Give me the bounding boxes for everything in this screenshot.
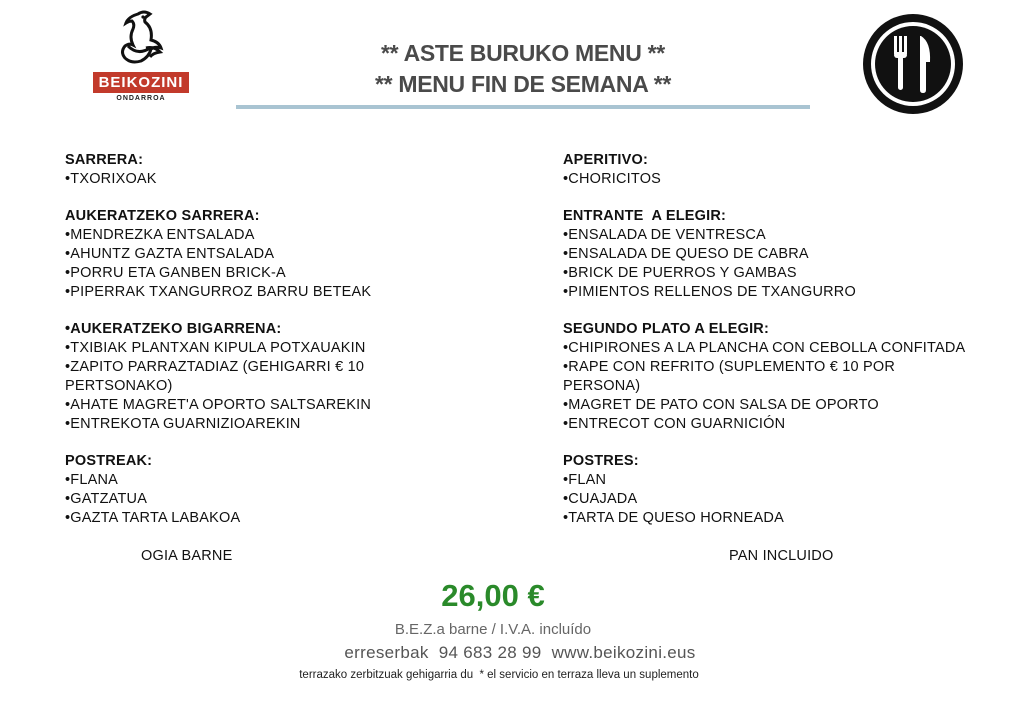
section-segundo-plato — [563, 320, 1003, 434]
menu-item: •GAZTA TARTA LABAKOA — [65, 510, 241, 526]
bread-included-spanish: PAN INCLUIDO — [729, 548, 834, 564]
menu-item: •TARTA DE QUESO HORNEADA — [563, 510, 784, 526]
vat-note: B.E.Z.a barne / I.V.A. incluído — [394, 621, 592, 638]
section-aukeratzeko-bigarrena — [65, 320, 395, 434]
menu-item: •ENTREKOTA GUARNIZIOAREKIN — [65, 416, 301, 432]
section-title: SARRERA: — [65, 152, 144, 168]
menu-item: •ZAPITO PARRAZTADIAZ (GEHIGARRI € 10 PERTSONAKO) — [65, 359, 365, 394]
section-entrante — [563, 207, 1003, 302]
section-title: ENTRANTE A ELEGIR: — [563, 208, 727, 224]
restaurant-logo — [86, 10, 196, 110]
menu-item: •PORRU ETA GANBEN BRICK-A — [65, 265, 286, 281]
section-aperitivo — [563, 151, 1003, 189]
bird-logo-icon — [110, 10, 172, 70]
menu-item: •MENDREZKA ENTSALADA — [65, 227, 255, 243]
menu-price: 26,00 € — [441, 578, 545, 613]
menu-item: •TXIBIAK PLANTXAN KIPULA POTXAUAKIN — [65, 340, 366, 356]
menu-item: •AHUNTZ GAZTA ENTSALADA — [65, 246, 275, 262]
reservation-contact: erreserbak 94 683 28 99 www.beikozini.eus — [344, 643, 696, 662]
title-spanish: ** MENU FIN DE SEMANA ** — [374, 71, 672, 97]
fork-knife-plate-icon — [861, 12, 965, 116]
menu-item: •MAGRET DE PATO CON SALSA DE OPORTO — [563, 397, 879, 413]
section-postreak — [65, 452, 395, 528]
menu-item: •FLAN — [563, 472, 607, 488]
menu-item: •PIMIENTOS RELLENOS DE TXANGURRO — [563, 284, 856, 300]
menu-header — [236, 38, 810, 109]
section-title: •AUKERATZEKO BIGARRENA: — [65, 321, 282, 337]
menu-item: •CHIPIRONES A LA PLANCHA CON CEBOLLA CONFITADA — [563, 340, 966, 356]
menu-item: •GATZATUA — [65, 491, 148, 507]
bread-included-basque: OGIA BARNE — [141, 548, 233, 564]
title-basque: ** ASTE BURUKO MENU ** — [381, 40, 665, 66]
menu-item: •AHATE MAGRET'A OPORTO SALTSAREKIN — [65, 397, 372, 413]
section-aukeratzeko-sarrera — [65, 207, 395, 302]
menu-item: •CUAJADA — [563, 491, 638, 507]
section-title: POSTREAK: — [65, 453, 153, 469]
menu-item: •ENSALADA DE VENTRESCA — [563, 227, 766, 243]
menu-basque — [65, 151, 395, 546]
logo-brand: BEIKOZINI — [93, 72, 190, 93]
menu-item: •ENSALADA DE QUESO DE CABRA — [563, 246, 809, 262]
menu-spanish — [563, 151, 1003, 546]
menu-item: •FLANA — [65, 472, 119, 488]
section-sarrera — [65, 151, 395, 189]
section-postres — [563, 452, 1003, 528]
section-title: AUKERATZEKO SARRERA: — [65, 208, 260, 224]
section-title: POSTRES: — [563, 453, 639, 469]
section-title: SEGUNDO PLATO A ELEGIR: — [563, 321, 769, 337]
menu-item: •CHORICITOS — [563, 171, 662, 187]
logo-town: ONDARROA — [116, 95, 166, 102]
menu-item: •RAPE CON REFRITO (SUPLEMENTO € 10 POR PERSONA) — [563, 359, 896, 394]
section-title: APERITIVO: — [563, 152, 648, 168]
menu-item: •PIPERRAK TXANGURROZ BARRU BETEAK — [65, 284, 372, 300]
header-divider — [236, 105, 810, 109]
menu-item: •TXORIXOAK — [65, 171, 157, 187]
menu-item: •ENTRECOT CON GUARNICIÓN — [563, 416, 786, 432]
menu-item: •BRICK DE PUERROS Y GAMBAS — [563, 265, 797, 281]
terrace-surcharge-note: terrazako zerbitzuak gehigarria du * el servicio en terraza lleva un suplemento — [299, 669, 699, 681]
